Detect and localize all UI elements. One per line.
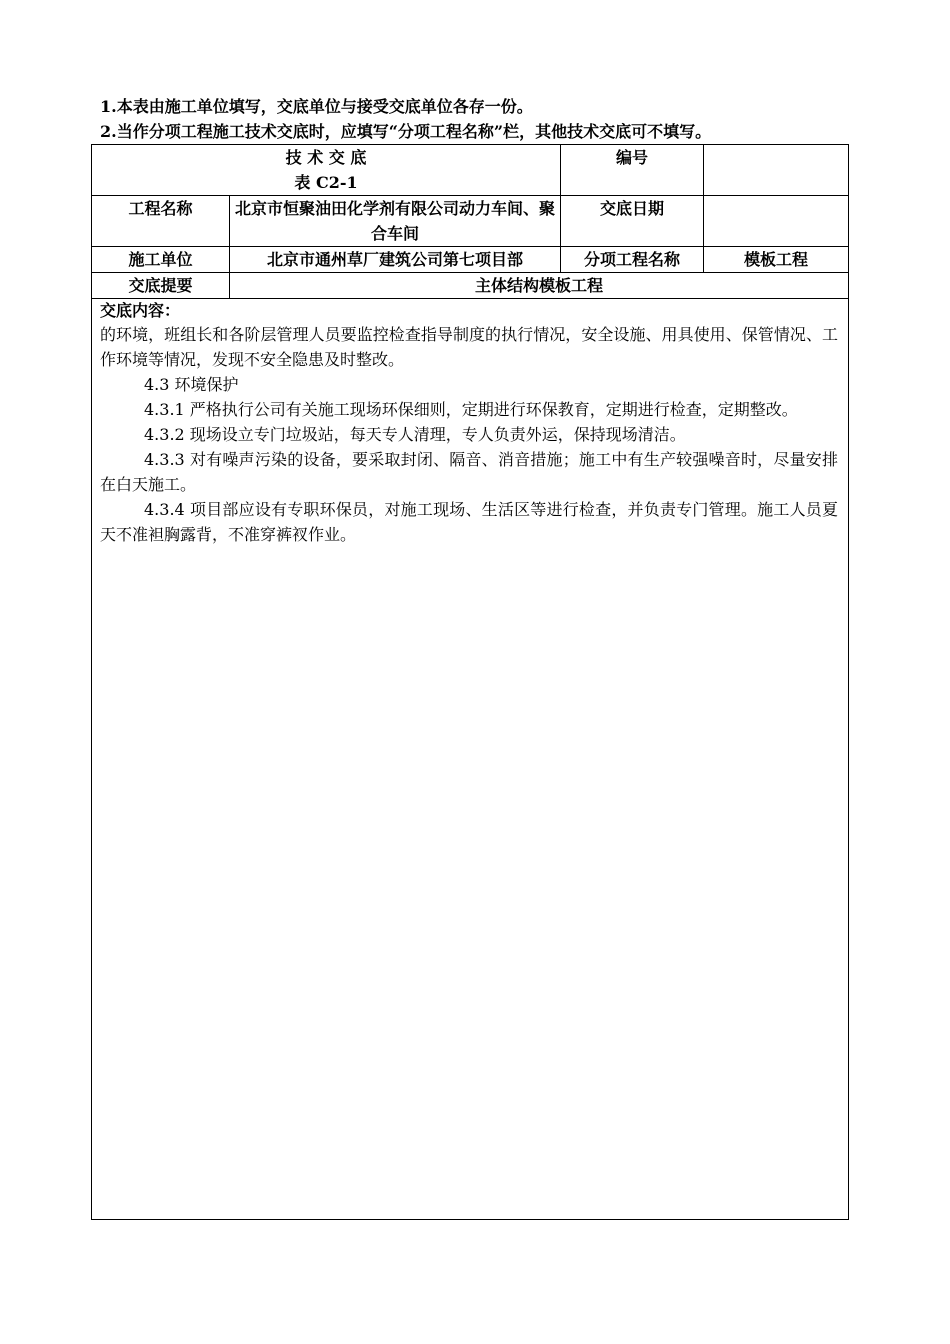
summary-value: 主体结构模板工程: [230, 273, 849, 299]
content-label: 交底内容：: [100, 301, 181, 320]
form-title: 技 术 交 底: [285, 148, 367, 167]
content-body: [92, 299, 848, 547]
project-name-value: 北京市恒聚油田化学剂有限公司动力车间、聚合车间: [230, 196, 561, 247]
content-cell: [92, 299, 849, 1220]
note-1: 1.本表由施工单位填写，交底单位与接受交底单位各存一份。: [100, 97, 533, 116]
project-name-label: 工程名称: [92, 196, 230, 247]
subproject-name-value: 模板工程: [704, 247, 849, 273]
contractor-value: 北京市通州草厂建筑公司第七项目部: [230, 247, 561, 273]
content-paragraph: 的环境，班组长和各阶层管理人员要监控检查指导制度的执行情况，安全设施、用具使用、保管情况、工作环境等情况，发现不安全隐患及时整改。: [100, 325, 838, 369]
form-notes: [100, 94, 860, 144]
summary-label: 交底提要: [92, 273, 230, 299]
content-paragraph: 4.3.4 项目部应设有专职环保员，对施工现场、生活区等进行检查，并负责专门管理。施工人员夏天不准袒胸露背，不准穿裤衩作业。: [100, 500, 838, 544]
form-title-cell: [92, 145, 561, 196]
handover-date-label: 交底日期: [561, 196, 704, 247]
content-paragraph: 4.3 环境保护: [144, 375, 239, 394]
contractor-label: 施工单位: [92, 247, 230, 273]
subproject-name-label: 分项工程名称: [561, 247, 704, 273]
number-value: [704, 145, 849, 196]
note-2: 2.当作分项工程施工技术交底时，应填写“分项工程名称”栏，其他技术交底可不填写。: [100, 122, 712, 141]
handover-date-value: [704, 196, 849, 247]
content-paragraph: 4.3.1 严格执行公司有关施工现场环保细则，定期进行环保教育，定期进行检查，定期整改。: [144, 400, 798, 419]
form-code: 表 C2-1: [294, 173, 358, 192]
number-label: 编号: [561, 145, 704, 196]
technical-handover-form: [91, 144, 849, 1220]
content-paragraph: 4.3.3 对有噪声污染的设备，要采取封闭、隔音、消音措施；施工中有生产较强噪音时，尽量安排在白天施工。: [100, 450, 838, 494]
content-paragraph: 4.3.2 现场设立专门垃圾站，每天专人清理，专人负责外运，保持现场清洁。: [144, 425, 686, 444]
